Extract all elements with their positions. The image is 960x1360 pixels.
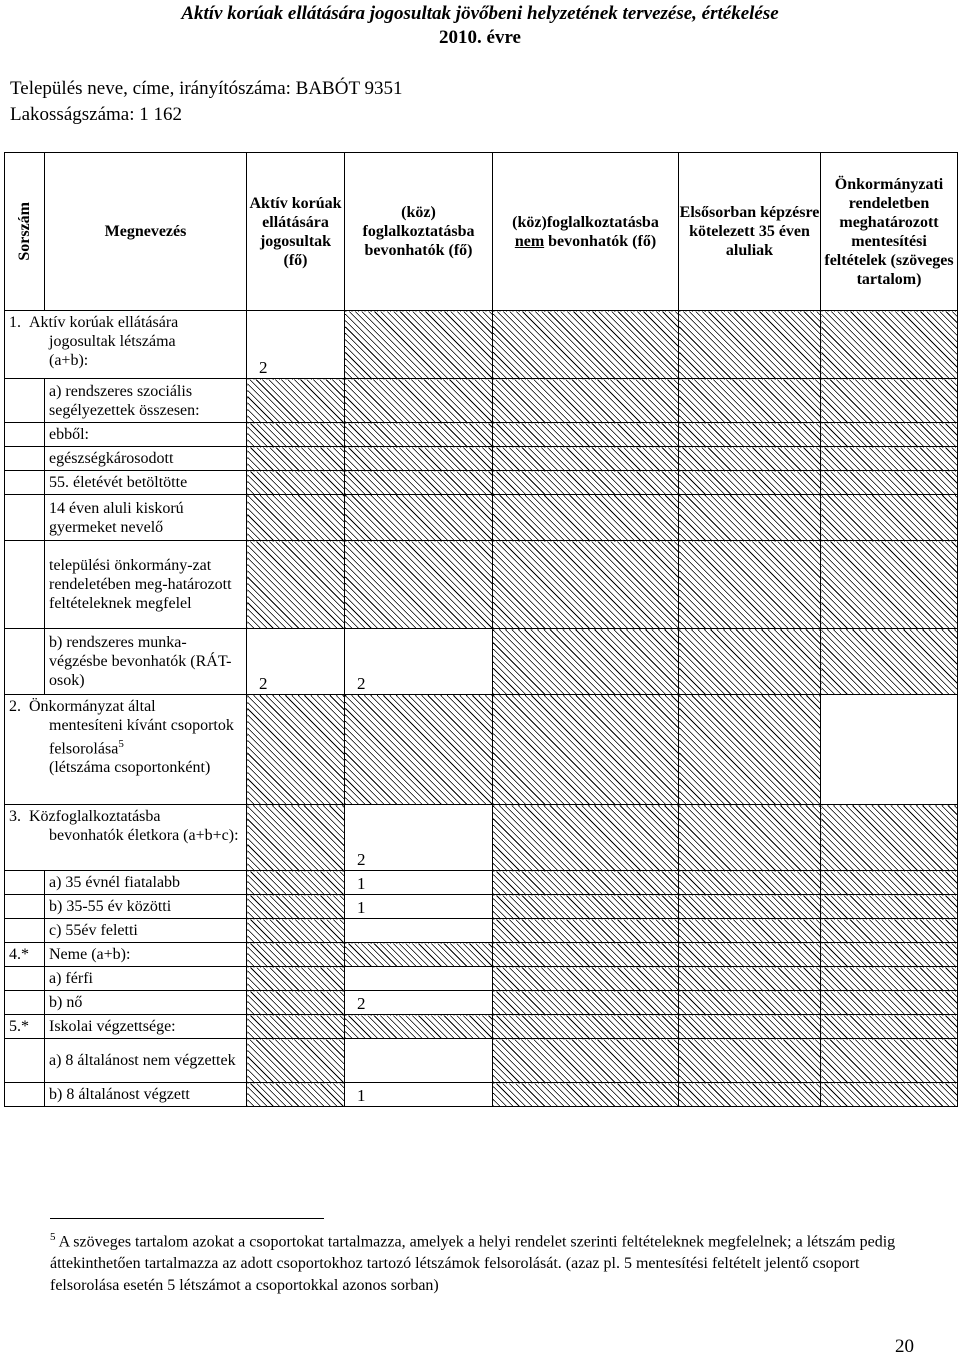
hatched-cell xyxy=(679,919,821,943)
hatched-cell xyxy=(679,1015,821,1039)
row1-label: 1. Aktív korúak ellátására jogosultak létszáma (a+b): xyxy=(5,311,247,379)
population-count: Lakosságszáma: 1 162 xyxy=(10,104,183,125)
hatched-cell xyxy=(821,805,958,871)
hatched-cell xyxy=(821,495,958,541)
hatched-cell xyxy=(247,379,345,423)
table-row xyxy=(5,379,958,423)
row2-text-cell xyxy=(821,695,958,805)
hatched-cell xyxy=(679,471,821,495)
hatched-cell xyxy=(821,423,958,447)
row5-number: 5.* xyxy=(5,1015,45,1039)
hatched-cell xyxy=(679,943,821,967)
hatched-cell xyxy=(679,311,821,379)
document-title xyxy=(0,2,960,50)
table-row xyxy=(5,943,958,967)
hatched-cell xyxy=(821,919,958,943)
hatched-cell xyxy=(821,967,958,991)
hatched-cell xyxy=(345,447,493,471)
hatched-cell xyxy=(493,991,679,1015)
table-row xyxy=(5,1015,958,1039)
table-row xyxy=(5,1083,958,1107)
row2-label: 2. Önkormányzat által mentesíteni kívánt csoportok felsorolása$^5$ (létszáma csoportonként) xyxy=(5,695,247,805)
row1f-label: települési önkormány-zat rendeletében meg-határozott feltételeknek megfelel xyxy=(45,541,247,629)
hatched-cell xyxy=(247,805,345,871)
title-line-1: Aktív korúak ellátására jogosultak jövőbeni helyzetének tervezése, értékelése xyxy=(181,3,779,24)
row1g-aktiv-value: 2 xyxy=(247,629,345,695)
hatched-cell xyxy=(821,991,958,1015)
hatched-cell xyxy=(493,311,679,379)
row5b-label: b) 8 általánost végzett xyxy=(45,1083,247,1107)
hatched-cell xyxy=(247,1039,345,1083)
table-row xyxy=(5,991,958,1015)
header-megnevezes: Megnevezés xyxy=(45,153,247,311)
table-row xyxy=(5,919,958,943)
table-row xyxy=(5,311,958,379)
hatched-cell xyxy=(247,423,345,447)
row5a-label: a) 8 általánost nem végzettek xyxy=(45,1039,247,1083)
header-row xyxy=(5,153,958,311)
row3-koz-value: 2 xyxy=(345,805,493,871)
hatched-cell xyxy=(493,1015,679,1039)
settlement-address: Település neve, címe, irányítószáma: BABÓT 9351 xyxy=(10,78,403,99)
hatched-cell xyxy=(493,695,679,805)
hatched-cell xyxy=(247,695,345,805)
table-row xyxy=(5,805,958,871)
hatched-cell xyxy=(345,423,493,447)
row1b-label: ebből: xyxy=(45,423,247,447)
row4b-label: b) nő xyxy=(45,991,247,1015)
hatched-cell xyxy=(493,629,679,695)
hatched-cell xyxy=(493,1039,679,1083)
hatched-cell xyxy=(821,1083,958,1107)
hatched-cell xyxy=(821,895,958,919)
row5b-koz-value: 1 xyxy=(345,1083,493,1107)
row1g-koz-value: 2 xyxy=(345,629,493,695)
hatched-cell xyxy=(679,967,821,991)
header-aktiv-korúak: Aktív korúak ellátására jogosultak (fő) xyxy=(247,153,345,311)
hatched-cell xyxy=(493,447,679,471)
row3c-koz-value xyxy=(345,919,493,943)
hatched-cell xyxy=(821,629,958,695)
hatched-cell xyxy=(493,495,679,541)
hatched-cell xyxy=(679,871,821,895)
row3b-label: b) 35-55 év közötti xyxy=(45,895,247,919)
row1c-label: egészségkárosodott xyxy=(45,447,247,471)
table-row xyxy=(5,1039,958,1083)
hatched-cell xyxy=(493,423,679,447)
data-table xyxy=(4,152,958,1107)
hatched-cell xyxy=(247,895,345,919)
hatched-cell xyxy=(821,471,958,495)
hatched-cell xyxy=(247,541,345,629)
hatched-cell xyxy=(821,541,958,629)
table-row xyxy=(5,471,958,495)
table-row xyxy=(5,871,958,895)
footnote-separator xyxy=(50,1218,324,1219)
hatched-cell xyxy=(247,871,345,895)
row4a-koz-value xyxy=(345,967,493,991)
footnote xyxy=(50,1226,930,1297)
hatched-cell xyxy=(345,379,493,423)
hatched-cell xyxy=(493,919,679,943)
hatched-cell xyxy=(247,919,345,943)
hatched-cell xyxy=(345,1015,493,1039)
hatched-cell xyxy=(345,311,493,379)
hatched-cell xyxy=(679,629,821,695)
row1e-label: 14 éven aluli kiskorú gyermeket nevelő xyxy=(45,495,247,541)
row1-aktiv-value: 2 xyxy=(247,311,345,379)
hatched-cell xyxy=(247,471,345,495)
header-nem-bevonhatok: (köz)foglalkoztatásba nem bevonhatók (fő) xyxy=(493,153,679,311)
header-kepzesre: Elsősorban képzésre kötelezett 35 éven aluliak xyxy=(679,153,821,311)
table-row xyxy=(5,695,958,805)
row1g-label: b) rendszeres munka-végzésbe bevonhatók (RÁT-osok) xyxy=(45,629,247,695)
hatched-cell xyxy=(345,943,493,967)
hatched-cell xyxy=(247,967,345,991)
row4b-koz-value: 2 xyxy=(345,991,493,1015)
hatched-cell xyxy=(679,895,821,919)
hatched-cell xyxy=(345,541,493,629)
hatched-cell xyxy=(679,1039,821,1083)
table-row xyxy=(5,967,958,991)
hatched-cell xyxy=(345,495,493,541)
hatched-cell xyxy=(247,1083,345,1107)
hatched-cell xyxy=(493,541,679,629)
hatched-cell xyxy=(679,447,821,471)
hatched-cell xyxy=(679,991,821,1015)
header-kozfoglalkoztatasba: (köz) foglalkoztatásba bevonhatók (fő) xyxy=(345,153,493,311)
hatched-cell xyxy=(493,967,679,991)
hatched-cell xyxy=(679,495,821,541)
hatched-cell xyxy=(821,871,958,895)
hatched-cell xyxy=(679,541,821,629)
row3a-koz-value: 1 xyxy=(345,871,493,895)
hatched-cell xyxy=(821,379,958,423)
header-onkormanyzati: Önkormányzati rendeletben meghatározott mentesítési feltételek (szöveges tartalom) xyxy=(821,153,958,311)
hatched-cell xyxy=(345,471,493,495)
hatched-cell xyxy=(821,943,958,967)
row3-label: 3. Közfoglalkoztatásba bevonhatók életkora (a+b+c): xyxy=(5,805,247,871)
footnote-mark: 5 xyxy=(50,1231,56,1243)
hatched-cell xyxy=(247,991,345,1015)
table-row xyxy=(5,423,958,447)
table-row xyxy=(5,541,958,629)
hatched-cell xyxy=(247,943,345,967)
hatched-cell xyxy=(821,311,958,379)
hatched-cell xyxy=(679,695,821,805)
table-row xyxy=(5,447,958,471)
title-line-2: 2010. évre xyxy=(439,27,521,48)
hatched-cell xyxy=(679,379,821,423)
row4a-label: a) férfi xyxy=(45,967,247,991)
hatched-cell xyxy=(247,1015,345,1039)
hatched-cell xyxy=(679,1083,821,1107)
header-sorszam: Sorszám xyxy=(5,153,45,311)
row3a-label: a) 35 évnél fiatalabb xyxy=(45,871,247,895)
hatched-cell xyxy=(493,805,679,871)
hatched-cell xyxy=(821,1015,958,1039)
hatched-cell xyxy=(493,943,679,967)
row4-label: Neme (a+b): xyxy=(45,943,247,967)
hatched-cell xyxy=(679,805,821,871)
row5a-koz-value xyxy=(345,1039,493,1083)
row3c-label: c) 55év feletti xyxy=(45,919,247,943)
hatched-cell xyxy=(247,495,345,541)
hatched-cell xyxy=(493,1083,679,1107)
hatched-cell xyxy=(493,471,679,495)
table-row xyxy=(5,629,958,695)
table-row xyxy=(5,895,958,919)
row3b-koz-value: 1 xyxy=(345,895,493,919)
hatched-cell xyxy=(493,871,679,895)
hatched-cell xyxy=(247,447,345,471)
hatched-cell xyxy=(493,379,679,423)
footnote-text: A szöveges tartalom azokat a csoportokat tartalmazza, amelyek a helyi rendelet szerinti feltételeknek megfelelnek; a létszám pedig áttekinthetően tartalmazza az adott csoportokhoz tartozó létszámok felsorolását. (azaz pl. 5 mentesítési feltételt jelentő csoport felsorolása esetén 5 létszámot a csoportokkal azonos sorban) xyxy=(50,1233,896,1295)
hatched-cell xyxy=(345,695,493,805)
row1a-label: a) rendszeres szociális segélyezettek összesen: xyxy=(45,379,247,423)
row5-label: Iskolai végzettsége: xyxy=(45,1015,247,1039)
table-row xyxy=(5,495,958,541)
page-number: 20 xyxy=(895,1336,914,1357)
row1d-label: 55. életévét betöltötte xyxy=(45,471,247,495)
hatched-cell xyxy=(679,423,821,447)
hatched-cell xyxy=(821,1039,958,1083)
hatched-cell xyxy=(821,447,958,471)
hatched-cell xyxy=(493,895,679,919)
row4-number: 4.* xyxy=(5,943,45,967)
